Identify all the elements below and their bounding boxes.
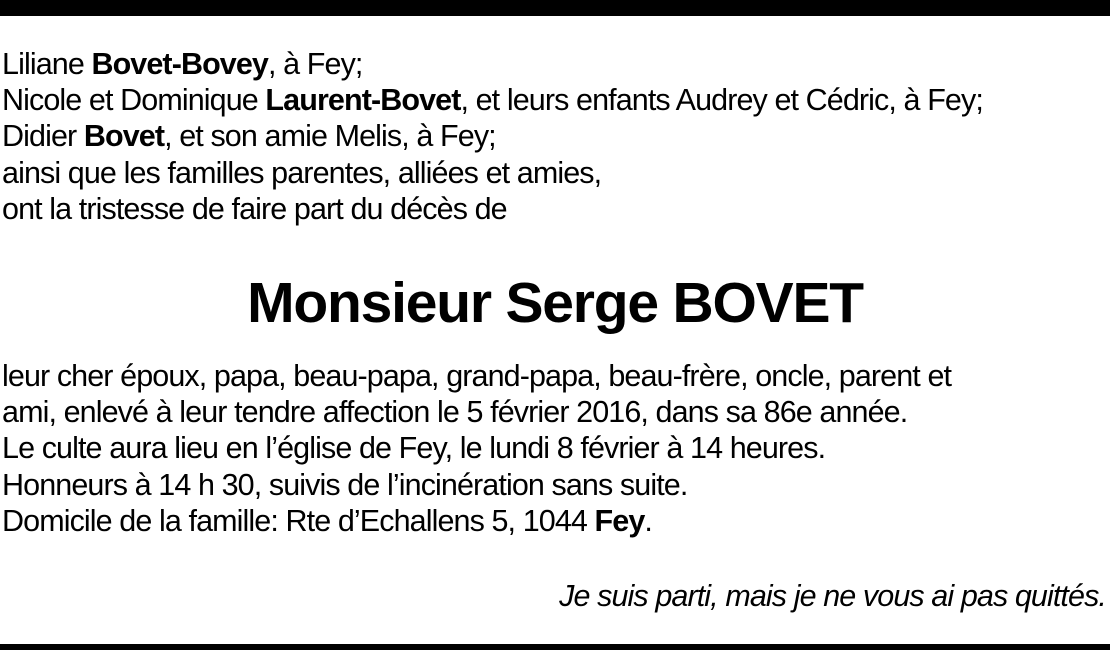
family-surname: Laurent-Bovet (265, 83, 461, 118)
announcement-line: ont la tristesse de faire part du décès de (2, 191, 507, 226)
domicile-town: Fey (594, 503, 645, 538)
top-border-rule (0, 0, 1110, 16)
deceased-name: Monsieur Serge BOVET (247, 271, 863, 335)
details-line: ami, enlevé à leur tendre affection le 5 février 2016, dans sa 86e année. (2, 395, 908, 430)
obituary-details (2, 358, 1108, 539)
family-line: ainsi que les familles parentes, alliées et amies, (2, 155, 602, 190)
bottom-border-rule (0, 644, 1110, 650)
family-line: Didier Bovet, et son amie Melis, à Fey; (2, 119, 496, 154)
family-surname: Bovet-Bovey (91, 47, 268, 81)
family-announcement (2, 46, 1108, 227)
closing-quote: Je suis parti, mais je ne vous ai pas quittés. (559, 579, 1106, 613)
domicile-line: Domicile de la famille: Rte d’Echallens 5, 1044 Fey. (2, 503, 652, 538)
family-surname: Bovet (83, 119, 165, 154)
details-line: leur cher époux, papa, beau-papa, grand-papa, beau-frère, oncle, parent et (2, 359, 952, 393)
service-line: Le culte aura lieu en l’église de Fey, le lundi 8 février à 14 heures. (2, 431, 826, 466)
honours-line: Honneurs à 14 h 30, suivis de l’incinération sans suite. (2, 467, 688, 502)
family-line: Nicole et Dominique Laurent-Bovet, et leurs enfants Audrey et Cédric, à Fey; (2, 83, 983, 118)
family-line: Liliane Bovet-Bovey, à Fey; (2, 47, 363, 81)
